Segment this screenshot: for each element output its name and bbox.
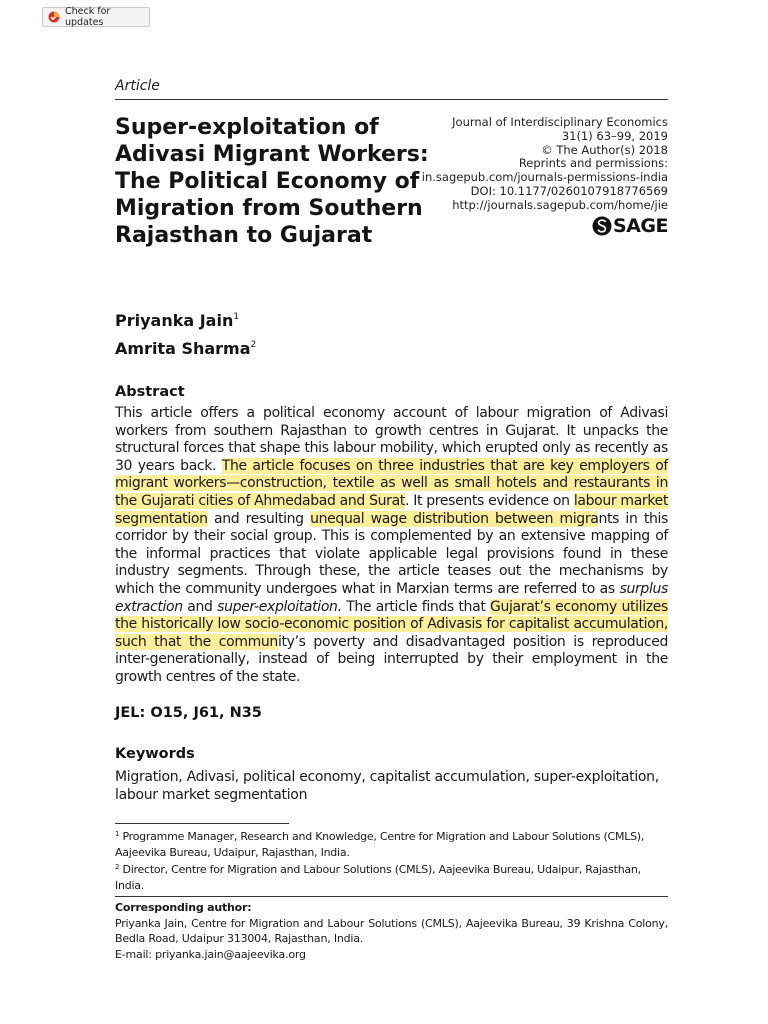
author-1: Priyanka Jain$^1$ bbox=[115, 311, 240, 330]
sage-logo-text: SAGE bbox=[613, 215, 668, 237]
author-list bbox=[115, 305, 256, 361]
journal-name: Journal of Interdisciplinary Economics bbox=[452, 115, 668, 129]
jel-codes: JEL: O15, J61, N35 bbox=[115, 705, 262, 721]
corresponding-rule bbox=[115, 896, 668, 897]
highlight-4: Gujarat’s economy utilizes the historically low socio-economic position of Adivasis for capitalist accumulation, such that the commun bbox=[115, 598, 668, 650]
doi[interactable]: DOI: 10.1177/0260107918776569 bbox=[470, 183, 668, 198]
abstract-heading: Abstract bbox=[115, 384, 185, 400]
corresponding-address: Priyanka Jain, Centre for Migration and Labour Solutions (CMLS), Aajeevika Bureau, 39 Krishna Colony, Bedla Road, Udaipur 313004, Rajasthan, India. bbox=[115, 916, 668, 945]
author-2: Amrita Sharma$^2$ bbox=[115, 339, 257, 358]
copyright: © The Author(s) 2018 bbox=[541, 142, 668, 157]
corresponding-author bbox=[115, 900, 668, 962]
journal-volume: 31(1) 63–99, 2019 bbox=[561, 128, 668, 143]
sage-logo bbox=[592, 215, 668, 237]
corresponding-heading: Corresponding author: bbox=[115, 901, 252, 914]
highlight-1: The article focuses on three industries that are key employers of migrant workers—construction, textile as well as small hotels and restaurants in the Gujarati cities of Ahmedabad and Surat bbox=[115, 457, 668, 509]
header-rule bbox=[115, 99, 668, 100]
highlight-2: labour market segmentation bbox=[115, 492, 669, 527]
publication-info bbox=[422, 116, 668, 213]
check-for-updates-label: Check for updates bbox=[65, 6, 111, 28]
footnote-1: $^1$ Programme Manager, Research and Knowledge, Centre for Migration and Labour Solutions (CMLS), Aajeevika Bureau, Udaipur, Rajasthan, India. bbox=[115, 830, 645, 859]
highlight-3: unequal wage distribution between migra bbox=[310, 510, 599, 527]
keywords-heading: Keywords bbox=[115, 746, 195, 762]
check-for-updates-icon bbox=[48, 11, 60, 23]
footnote-2: $^2$ Director, Centre for Migration and Labour Solutions (CMLS), Aajeevika Bureau, Udaipur, Rajasthan, India. bbox=[115, 863, 641, 892]
check-for-updates-button[interactable] bbox=[42, 7, 150, 27]
journal-homepage-link[interactable]: http://journals.sagepub.com/home/jie bbox=[452, 197, 668, 212]
article-type-label: Article bbox=[115, 78, 160, 94]
keywords-list: Migration, Adivasi, political economy, capitalist accumulation, super-exploitation, labour market segmentation bbox=[115, 769, 659, 803]
article-title: Super-exploitation of Adivasi Migrant Workers: The Political Economy of Migration from Southern Rajasthan to Gujarat bbox=[115, 115, 429, 248]
sage-logo-icon bbox=[592, 216, 612, 236]
permissions-link[interactable]: in.sagepub.com/journals-permissions-india bbox=[421, 170, 668, 185]
abstract-body: This article offers a political economy account of labour migration of Adivasi workers from southern Rajasthan to growth centres in Gujarat. It unpacks the structural forces that shape this labour mobility, which erupted only as recently as 30 years back. The article focuses on three industries that are key employers of migrant workers—construction, textile as well as small hotels and restaurants in the Gujarati cities of Ahmedabad and Surat. It presents evidence on labour market segmentation and resulting unequal wage distribution between migrants in this corridor by their social group. This is complemented by an extensive mapping of the informal practices that violate applicable legal provisions found in these industry segments. Through these, the article teases out the mechanisms by which the community undergoes what in Marxian terms are referred to as surplus extraction and super-exploitation. The article finds that Gujarat’s economy utilizes the historically low socio-economic position of Adivasis for capitalist accumulation, such that the community’s poverty and disadvantaged position is reproduced inter-generationally, instead of being interrupted by their employment in the growth centres of the state. bbox=[115, 405, 669, 685]
footnote-rule bbox=[115, 823, 289, 824]
footnotes bbox=[115, 827, 668, 893]
reprints-label: Reprints and permissions: bbox=[518, 156, 668, 171]
corresponding-email[interactable]: E-mail: priyanka.jain@aajeevika.org bbox=[115, 947, 306, 961]
